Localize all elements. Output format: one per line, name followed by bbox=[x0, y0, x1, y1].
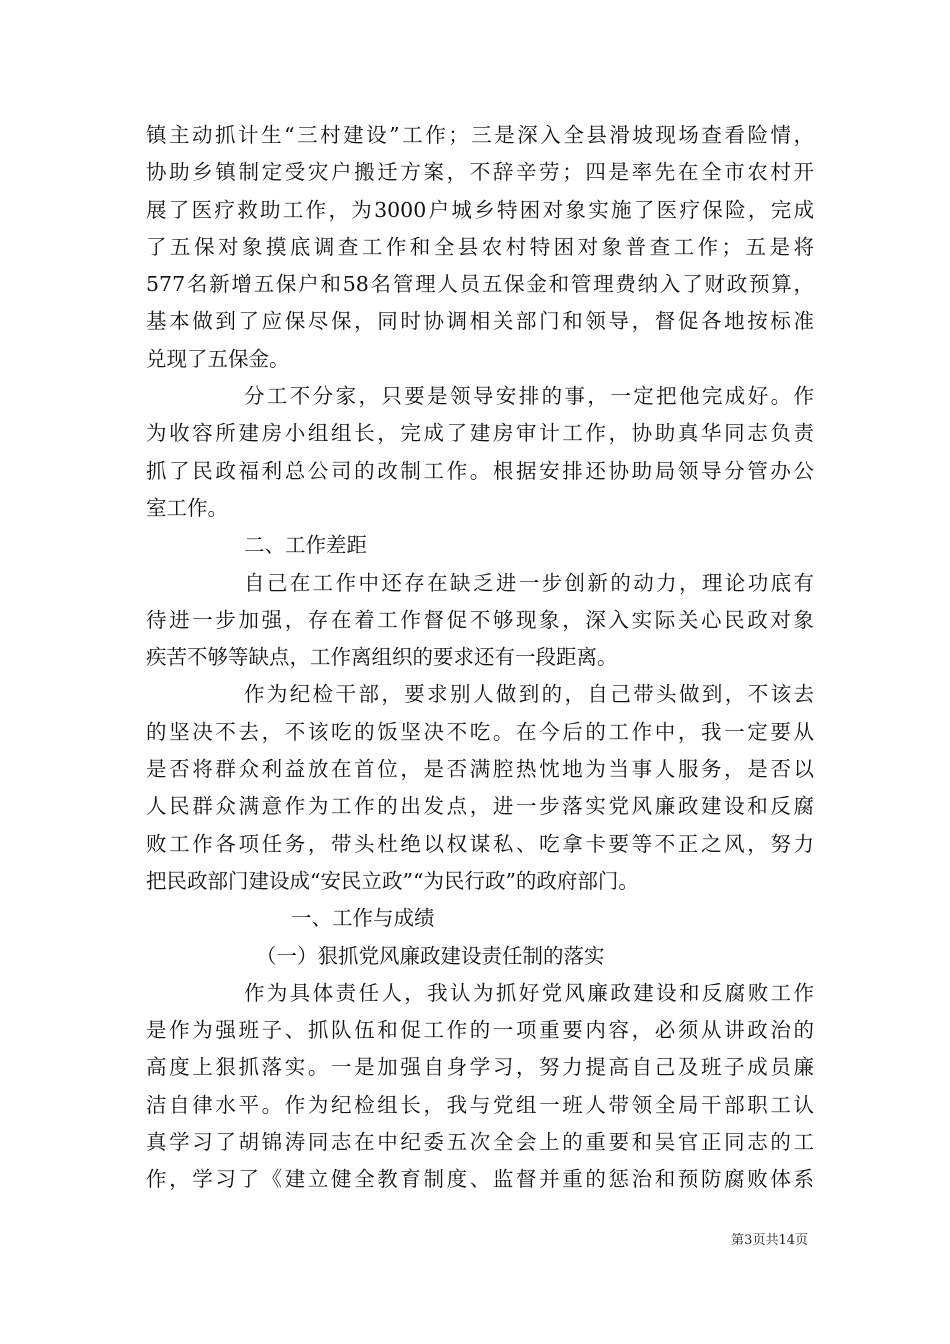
text-line: 的坚决不去，不该吃的饭坚决不吃。在今后的工作中，我一定要从 bbox=[146, 719, 814, 744]
text-line: 作，学习了《建立健全教育制度、监督并重的惩治和预防腐败体系 bbox=[146, 1167, 814, 1192]
page-number: 第3页共14页 bbox=[731, 1233, 808, 1248]
paragraph-first-line: 自己在工作中还存在缺乏进一步创新的动力，理论功底有 bbox=[244, 570, 814, 595]
text-line: 577名新增五保户和58名管理人员五保金和管理费纳入了财政预算， bbox=[146, 272, 814, 297]
text-line: 协助乡镇制定受灾户搬迁方案，不辞辛劳；四是率先在全市农村开 bbox=[146, 160, 814, 185]
text-line: 高度上狠抓落实。一是加强自身学习，努力提高自己及班子成员廉 bbox=[146, 1055, 814, 1080]
text-line: 镇主动抓计生“三村建设”工作；三是深入全县滑坡现场查看险情， bbox=[146, 123, 814, 147]
section-heading: 一、工作与成绩 bbox=[291, 906, 435, 931]
paragraph-first-line: 作为具体责任人，我认为抓好党风廉政建设和反腐败工作 bbox=[244, 980, 814, 1005]
text-line: 洁自律水平。作为纪检组长，我与党组一班人带领全局干部职工认 bbox=[146, 1092, 814, 1117]
subsection-heading: （一）狠抓党风廉政建设责任制的落实 bbox=[256, 943, 605, 968]
text-line: 室工作。 bbox=[146, 495, 228, 520]
text-line: 疾苦不够等缺点，工作离组织的要求还有一段距离。 bbox=[146, 645, 618, 670]
text-line: 把民政部门建设成“安民立政”“为民行政”的政府部门。 bbox=[146, 868, 639, 893]
text-line: 是作为强班子、抓队伍和促工作的一项重要内容，必须从讲政治的 bbox=[146, 1018, 814, 1043]
text-line: 待进一步加强，存在着工作督促不够现象，深入实际关心民政对象 bbox=[146, 607, 814, 632]
body-text bbox=[146, 117, 814, 1199]
section-heading: 二、工作差距 bbox=[244, 533, 367, 558]
paragraph-first-line: 作为纪检干部，要求别人做到的，自己带头做到，不该去 bbox=[244, 682, 814, 707]
text-line: 兑现了五保金。 bbox=[146, 346, 290, 371]
text-line: 败工作各项任务，带头杜绝以权谋私、吃拿卡要等不正之风，努力 bbox=[146, 831, 814, 856]
text-line: 了五保对象摸底调查工作和全县农村特困对象普查工作；五是将 bbox=[146, 234, 814, 259]
text-line: 基本做到了应保尽保，同时协调相关部门和领导，督促各地按标准 bbox=[146, 309, 814, 334]
text-line: 是否将群众利益放在首位，是否满腔热忱地为当事人服务，是否以 bbox=[146, 757, 814, 782]
paragraph-first-line: 分工不分家，只要是领导安排的事，一定把他完成好。作 bbox=[244, 384, 814, 409]
text-line: 展了医疗救助工作，为3000户城乡特困对象实施了医疗保险，完成 bbox=[146, 197, 814, 222]
text-line: 为收容所建房小组组长，完成了建房审计工作，协助真华同志负责 bbox=[146, 421, 814, 446]
text-line: 抓了民政福利总公司的改制工作。根据安排还协助局领导分管办公 bbox=[146, 458, 814, 483]
text-line: 真学习了胡锦涛同志在中纪委五次全会上的重要和吴官正同志的工 bbox=[146, 1130, 814, 1155]
text-line: 人民群众满意作为工作的出发点，进一步落实党风廉政建设和反腐 bbox=[146, 794, 814, 819]
